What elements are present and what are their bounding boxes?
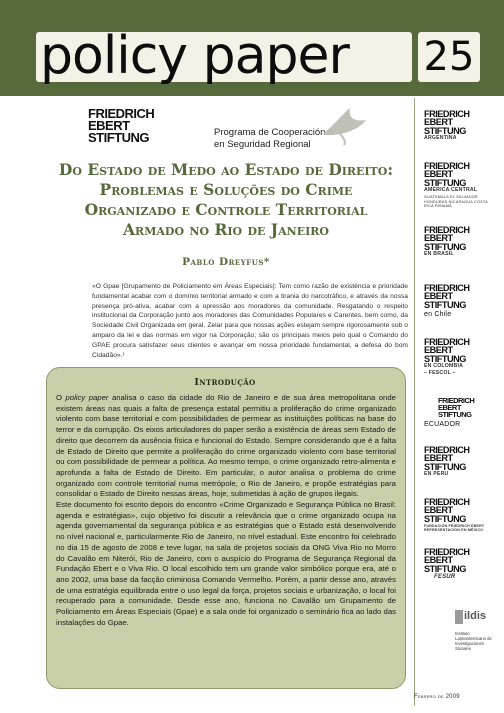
logo-line: STIFTUNG [88, 129, 149, 145]
masthead-title: policy paper [40, 26, 349, 86]
program-line: en Seguridad Regional [214, 138, 311, 150]
office-label: EN BRASIL [424, 251, 454, 258]
title-line: Do Estado de Medo ao Estado de Direito: [58, 160, 394, 179]
title-line: Problemas e Soluções do Crime [99, 180, 353, 199]
program-line: Programa de Cooperación [214, 127, 326, 138]
office-label: ECUADOR [424, 420, 461, 428]
logo-line: FRIEDRICH [88, 106, 155, 121]
article-title [40, 160, 412, 240]
office-label: FESUR [434, 574, 456, 581]
publication-date: Febrero de 2009 [414, 694, 460, 700]
office-label: EN PERU [424, 471, 449, 478]
sidebar-office-fesur: FRIEDRICH EBERT STIFTUNG FESUR [424, 548, 494, 581]
sidebar-office-chile: FRIEDRICH EBERT STIFTUNG en Chile [424, 284, 494, 319]
sidebar-office-central-america: FRIEDRICH EBERT STIFTUNG AMÉRICA CENTRAL GUATEMALA EL SALVADOR HONDURAS NICARAGUA COSTA RICA PANAMÁ [424, 162, 494, 208]
sidebar-office-colombia: FRIEDRICH EBERT STIFTUNG EN COLOMBIA – FESCOL – [424, 338, 494, 377]
author: Pablo Dreyfus* [182, 256, 270, 268]
office-label: FUNDACIÓN FRIEDRICH EBERT REPRESENTACIÓN EN MÉXICO [424, 524, 485, 533]
ildis-subtitle: Instituto Latinoamericano de Investigaciones Sociales [455, 631, 492, 651]
sidebar-office-brazil: FRIEDRICH EBERT STIFTUNG EN BRASIL [424, 226, 494, 258]
office-countries: GUATEMALA EL SALVADOR HONDURAS NICARAGUA COSTA RICA PANAMÁ [424, 195, 488, 209]
sidebar-office-argentina: FRIEDRICH EBERT STIFTUNG ARGENTINA [424, 110, 494, 142]
ildis-mark-icon [455, 610, 463, 624]
office-label: en Chile [424, 311, 452, 319]
epigraph-quote: «O Gpae [Grupamento de Policiamento em Áreas Especiais]: Tem como razão de existência e prioridade fundamental acabar com o domínio territorial armado e com a tirania do narcotráfico, e através da nossa presença pró-ativa, acabar com a opressão aos moradores da comunidade. Resgatando o respeito institucional da Corporação junto aos moradores das Comunidades Populares e Carentes, bem como, da Sociedade Civil Organizada em geral. Zelar para que nossas ações estejam sempre rigorosamente sob o amparo da lei e das normas em vigor na Corporação; são os principais meios pelo qual o Comando do GPAE procura satisfazer seus clientes e avançar em nossa prioridade fundamental, a defesa do bom Cidadão».¹ [92, 283, 408, 359]
intro-paragraph: Este documento foi escrito depois do encontro «Crime Organizado e Segurança Pública no Brasil: agenda e estratégias», cujo objetivo foi discutir a relevância que o crime organizado ocupa na agenda governamental da segurança pública e as estratégias que o Estado está desenvolvendo no nível nacional e, particularmente Rio de Janeiro, no nível estadual. Este encontro foi celebrado no dia 15 de agosto de 2008 e teve lugar, na sala de projetos sociais da ONG Viva Rio no Morro do Cavalão em Niterói, Rio de Janeiro, com o auspício do Programa de Segurança Regional da Fundação Ebert e o Viva Rio. O local escolhido tem um grande valor simbólico porque era, até o ano 2002, uma base da facção criminosa Comando Vermelho. Porém, a partir desse ano, através de uma estratégia equilibrada entre o uso legal da força, projetos sociais e urbanização, o local foi recuperado para a comunidade. Desde esse ano, funciona no Cavalão um Grupamento de Policiamento em Áreas Especiais (Gpae) e a sala onde foi organizado o seminário fica ao lado das instalações do Gpae. [56, 500, 396, 627]
title-line: Organizado e Controle Territorial [84, 200, 368, 219]
introduction-heading: Introdução [194, 377, 256, 388]
sidebar-office-mexico: FRIEDRICH EBERT STIFTUNG FUNDACIÓN FRIEDRICH EBERT REPRESENTACIÓN EN MÉXICO [424, 498, 494, 533]
program-name [214, 127, 325, 151]
office-label: AMÉRICA CENTRAL [424, 187, 478, 194]
intro-paragraph: O policy paper analisa o caso da cidade do Rio de Janeiro e de sua área metropolitana onde existem áreas nas quais a falta de presença estatal permitiu a proliferação do crime organizado violento com base territorial e com possibilidades de permear as instituições políticas na base do terror e da corrupção. Os eixos articuladores do paper serão a existência de áreas sem Estado de direito que decorrem da ausência física e funcional do Estado. Sempre considerando que é a falta de Estado de Direito que permite a proliferação do crime organizado violento com base territorial ou com possibilidade de permear a política. Ao mesmo tempo, o crime organizado retro-alimenta e aprofunda a falta de Estado de Direito. Em particular, o autor analisa o problema do crime organizado com controle territorial numa metrópole, o Rio de Janeiro, e propõe estratégias para consolidar o Estado de Direito nessas áreas, hoje, submetidas à ação de grupos ilegais. [56, 393, 396, 499]
office-label: EN COLOMBIA [424, 363, 464, 370]
title-line: Armado no Rio de Janeiro [123, 220, 329, 239]
office-label: ARGENTINA [424, 135, 457, 142]
sidebar-office-ecuador: FRIEDRICH EBERT STIFTUNG ECUADOR [424, 398, 494, 429]
office-sublabel: – FESCOL – [424, 370, 456, 377]
sidebar-divider [414, 98, 415, 706]
sidebar-office-peru: FRIEDRICH EBERT STIFTUNG EN PERU [424, 446, 494, 478]
ildis-logo: $^{ildis}$ Instituto Latinoamericano de Investigaciones Sociales [455, 610, 500, 651]
introduction-text [56, 393, 396, 628]
logo-line: EBERT [88, 117, 130, 133]
fes-logo [88, 108, 154, 144]
dove-emblem-icon [320, 104, 372, 146]
issue-number: 25 [423, 34, 475, 80]
